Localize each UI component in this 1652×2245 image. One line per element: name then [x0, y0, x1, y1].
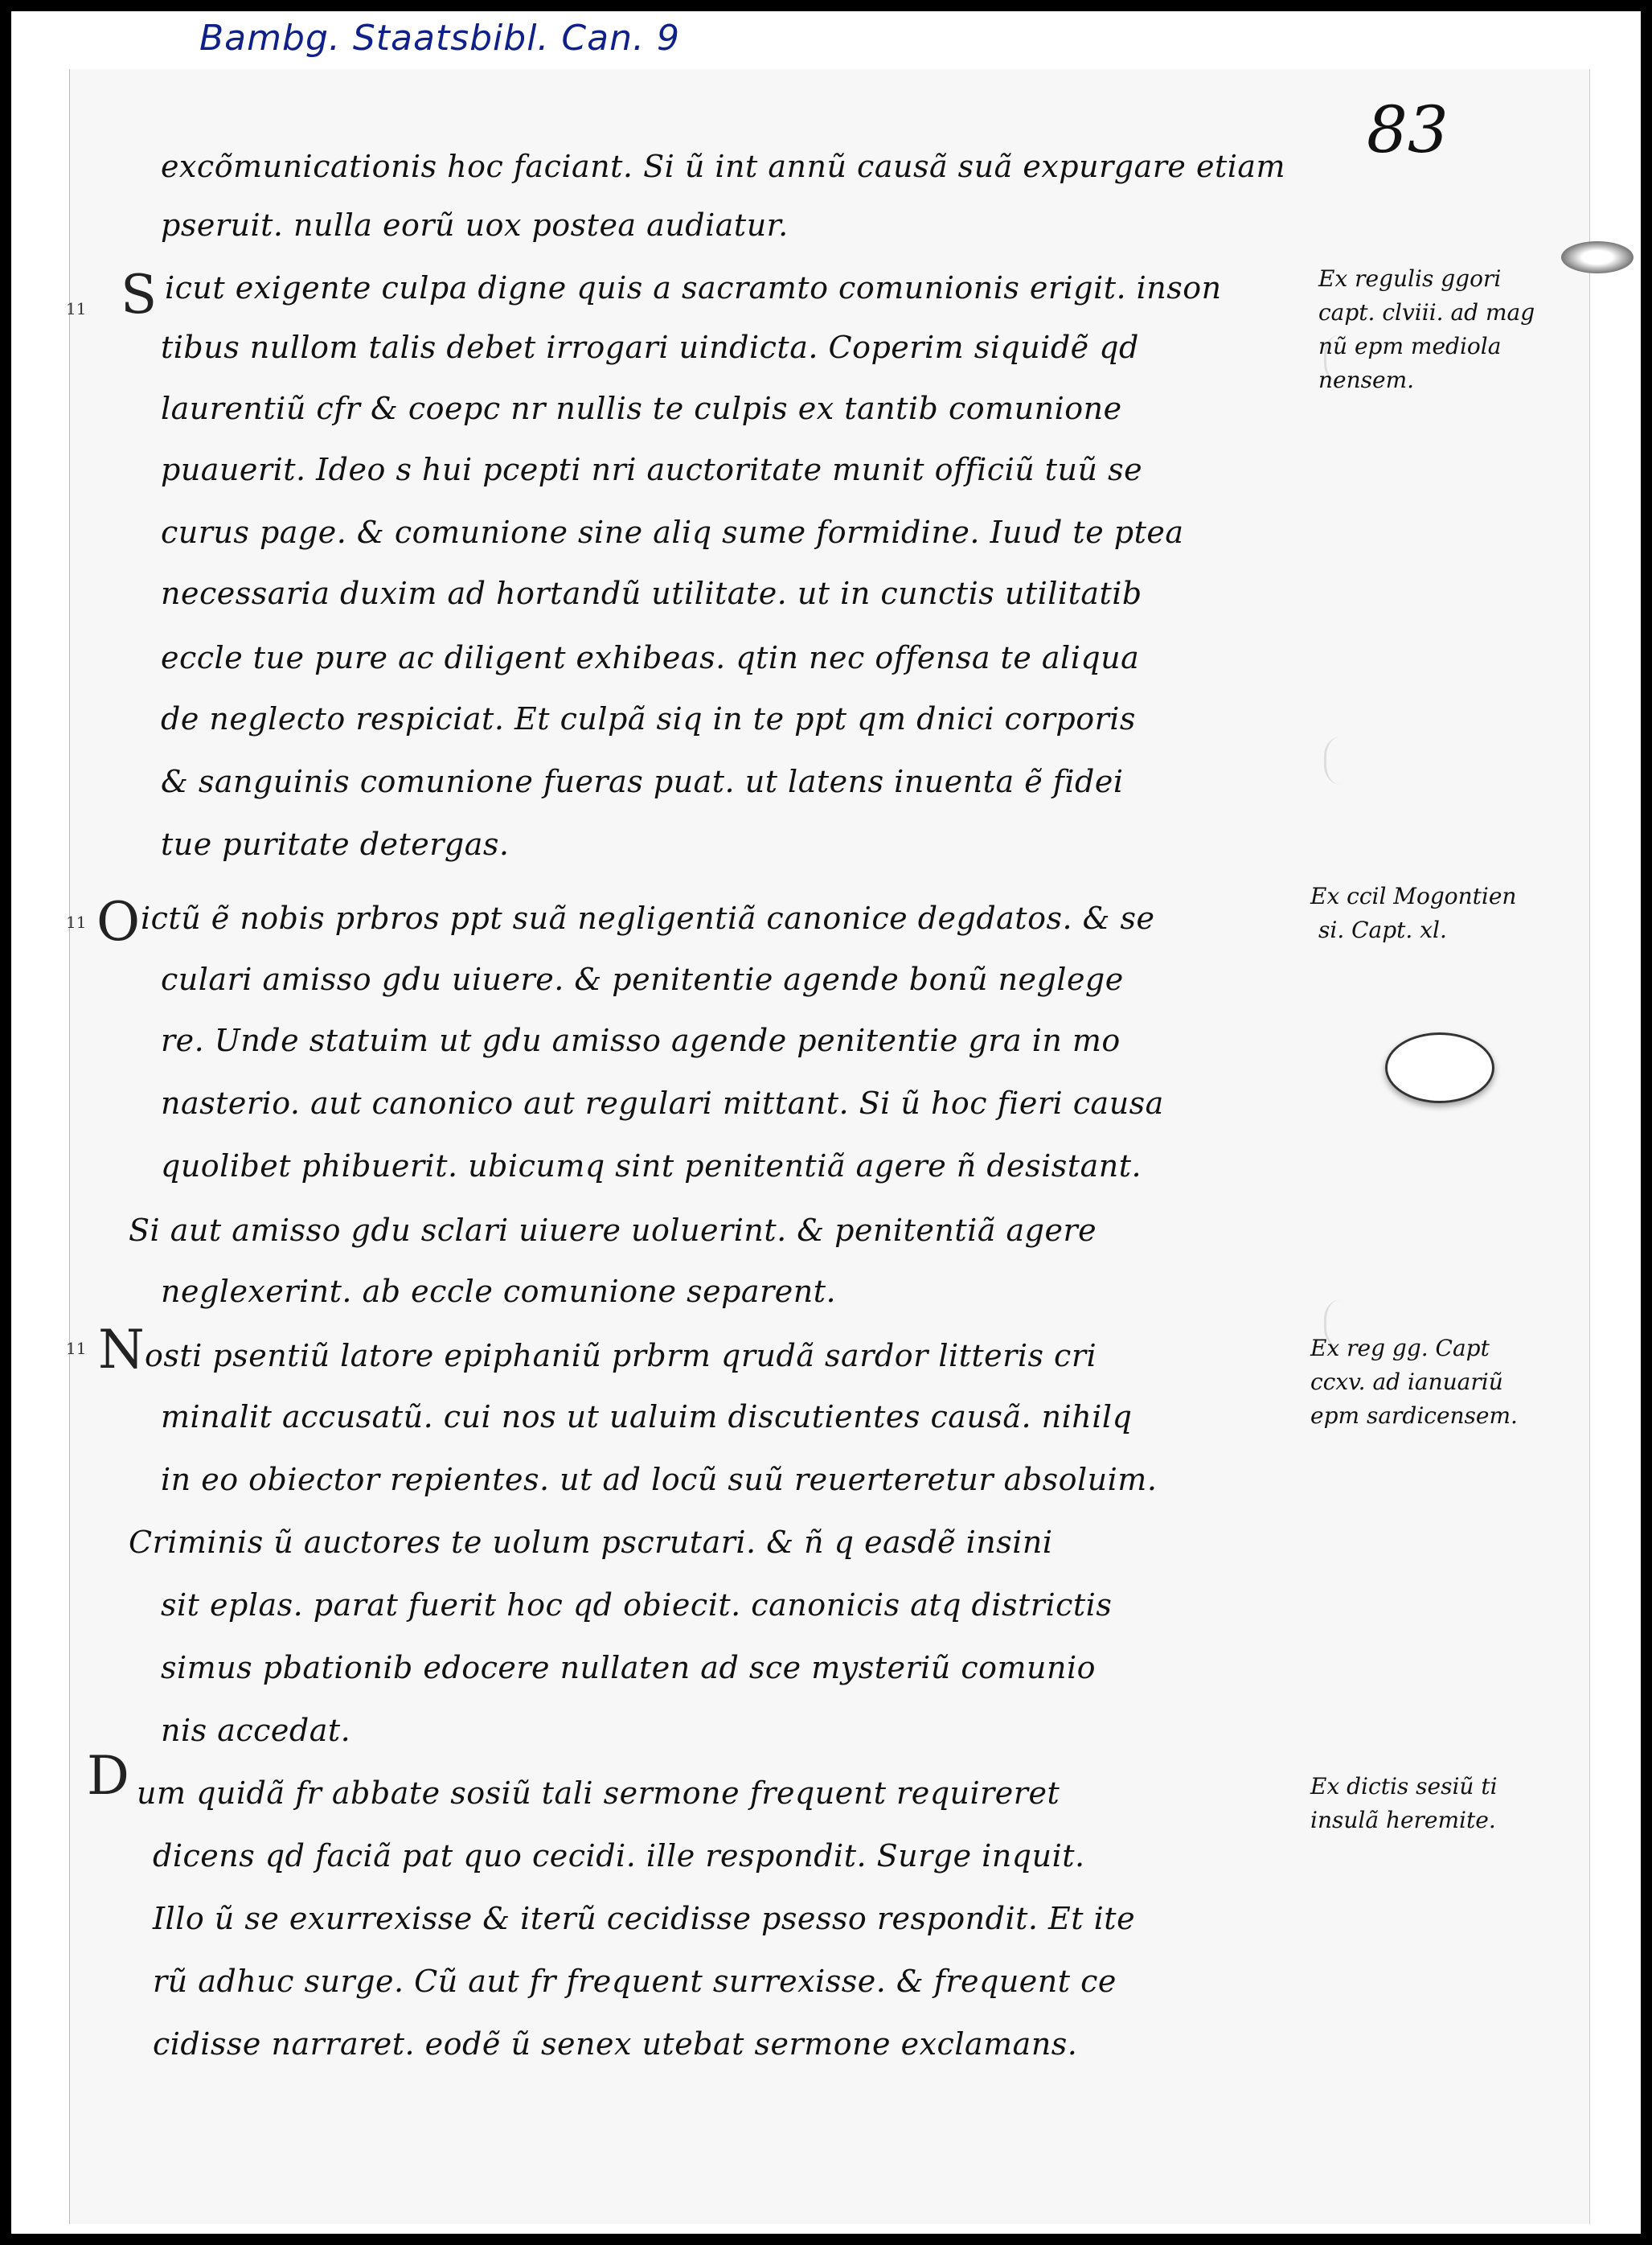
- margin-note-line: insulã heremite.: [1310, 1807, 1496, 1833]
- text-line: nis accedat.: [161, 1713, 351, 1748]
- text-line: quolibet phibuerit. ubicumq sint penitentiã agere ñ desistant.: [161, 1148, 1142, 1184]
- text-line: ictũ ẽ nobis prbros ppt suã negligentiã canonice degdatos. & se: [141, 901, 1155, 936]
- margin-marker: 11: [66, 299, 87, 318]
- text-line: in eo obiector repientes. ut ad locũ suũ reuerteretur absoluim.: [161, 1462, 1158, 1497]
- text-line: eccle tue pure ac diligent exhibeas. qtin nec offensa te aliqua: [161, 640, 1140, 675]
- margin-marker: 11: [66, 1339, 87, 1358]
- text-line: dicens qd faciã pat quo cecidi. ille respondit. Surge inquit.: [153, 1838, 1085, 1874]
- text-line: & sanguinis comunione fueras puat. ut latens inuenta ẽ fidei: [161, 764, 1124, 799]
- parchment-hole: [1385, 1032, 1494, 1103]
- text-line: osti psentiũ latore epiphaniũ prbrm qrudã sardor litteris cri: [145, 1338, 1097, 1373]
- text-line: pseruit. nulla eorũ uox postea audiatur.: [161, 207, 789, 243]
- bleed-through-mark: [1324, 737, 1367, 785]
- margin-note-line: Ex reg gg. Capt: [1310, 1335, 1490, 1361]
- library-shelfmark: Bambg. Staatsbibl. Can. 9: [199, 18, 680, 59]
- text-line: laurentiũ cfr & coepc nr nullis te culpis ex tantib comunione: [161, 391, 1122, 426]
- text-line: de neglecto respiciat. Et culpã siq in te ppt qm dnici corporis: [161, 701, 1136, 737]
- folio-number: 83: [1367, 92, 1449, 167]
- text-line: neglexerint. ab eccle comunione separent.: [161, 1274, 837, 1309]
- text-line: nasterio. aut canonico aut regulari mittant. Si ũ hoc fieri causa: [161, 1086, 1164, 1121]
- text-line: necessaria duxim ad hortandũ utilitate. ut in cunctis utilitatib: [161, 576, 1142, 611]
- text-line: sit eplas. parat fuerit hoc qd obiecit. canonicis atq districtis: [161, 1587, 1113, 1623]
- text-line: simus pbationib edocere nullaten ad sce mysteriũ comunio: [161, 1650, 1097, 1685]
- margin-note-line: Ex regulis ggori: [1318, 265, 1502, 292]
- initial-letter-s: S: [121, 264, 158, 326]
- text-line: culari amisso gdu uiuere. & penitentie agende bonũ neglege: [161, 962, 1124, 997]
- margin-note-line: capt. clviii. ad mag: [1318, 299, 1535, 326]
- margin-marker: 11: [66, 913, 87, 932]
- margin-note-line: nũ epm mediola: [1318, 333, 1502, 359]
- margin-note-line: Ex dictis sesiũ ti: [1310, 1773, 1498, 1800]
- text-line: Illo ũ se exurrexisse & iterũ cecidisse psesso respondit. Et ite: [153, 1901, 1136, 1936]
- initial-letter-n: N: [98, 1319, 145, 1381]
- text-line: tue puritate detergas.: [161, 827, 510, 862]
- text-line: Criminis ũ auctores te uolum pscrutari. & ñ q easdẽ insini: [129, 1525, 1053, 1560]
- text-line: re. Unde statuim ut gdu amisso agende penitentie gra in mo: [161, 1023, 1121, 1058]
- text-line: puauerit. Ideo s hui pcepti nri auctoritate munit officiũ tuũ se: [161, 452, 1143, 487]
- initial-letter-o: O: [96, 891, 141, 953]
- initial-letter-d: D: [87, 1745, 129, 1807]
- text-line: tibus nullom talis debet irrogari uindicta. Coperim siquidẽ qd: [161, 330, 1139, 365]
- text-line: Si aut amisso gdu sclari uiuere uoluerint. & penitentiã agere: [129, 1213, 1097, 1248]
- text-line: icut exigente culpa digne quis a sacramto comunionis erigit. inson: [165, 270, 1222, 306]
- margin-note-line: nensem.: [1318, 367, 1415, 393]
- margin-note-line: si. Capt. xl.: [1318, 917, 1447, 943]
- page-stain: [1561, 241, 1634, 273]
- text-line: excõmunicationis hoc faciant. Si ũ int annũ causã suã expurgare etiam: [161, 149, 1286, 184]
- text-line: minalit accusatũ. cui nos ut ualuim discutientes causã. nihilq: [161, 1399, 1133, 1434]
- margin-note-line: epm sardicensem.: [1310, 1402, 1518, 1429]
- text-line: cidisse narraret. eodẽ ũ senex utebat sermone exclamans.: [153, 2026, 1078, 2062]
- text-line: rũ adhuc surge. Cũ aut fr frequent surrexisse. & frequent ce: [153, 1964, 1117, 1999]
- text-line: um quidã fr abbate sosiũ tali sermone frequent requireret: [137, 1775, 1060, 1811]
- margin-note-line: Ex ccil Mogontien: [1310, 883, 1517, 909]
- margin-note-line: ccxv. ad ianuariũ: [1310, 1369, 1503, 1395]
- text-line: curus page. & comunione sine aliq sume formidine. Iuud te ptea: [161, 515, 1184, 550]
